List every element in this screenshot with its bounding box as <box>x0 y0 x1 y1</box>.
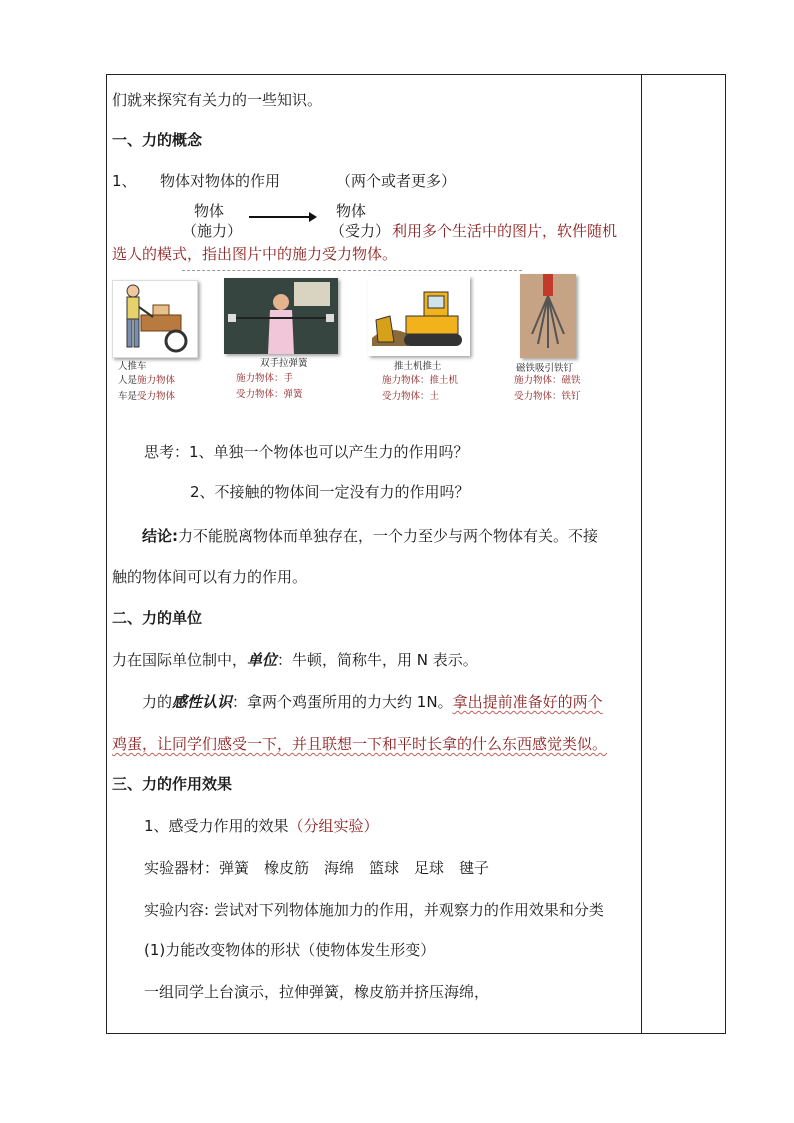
conclusion-line-1: 结论:力不能脱离物体而单独存在，一个力至少与两个物体有关。不接 <box>142 527 599 545</box>
think-question-1: 思考：1、单独一个物体也可以产生力的作用吗？ <box>144 443 469 461</box>
intro-line: 们就来探究有关力的一些知识。 <box>112 91 323 109</box>
caption-4-title: 磁铁吸引铁钉 <box>516 363 574 374</box>
caption-1-line-a: 人是施力物体 <box>118 375 176 386</box>
section-heading-effects: 三、力的作用效果 <box>112 775 233 793</box>
cart-push-image <box>112 280 198 358</box>
item-1-num: 1、 <box>112 172 137 190</box>
item-1-text: 物体对物体的作用 <box>160 172 281 190</box>
role-receiver: （受力） <box>330 222 391 240</box>
unit-line: 力在国际单位制中，单位：牛顿，简称牛，用 N 表示。 <box>112 651 478 669</box>
caption-2-title: 双手拉弹簧 <box>260 358 308 369</box>
conclusion-line-2: 触的物体间可以有力的作用。 <box>112 568 308 586</box>
section-heading-concept: 一、力的概念 <box>112 131 203 149</box>
dashed-guide <box>182 270 522 271</box>
caption-3-line-b: 受力物体：土 <box>382 391 440 402</box>
caption-2-line-a: 施力物体：手 <box>236 373 294 384</box>
bulldozer-image <box>368 276 470 356</box>
force-arrow-icon <box>249 216 315 218</box>
object-left: 物体 <box>194 202 225 220</box>
experiment-content: 实验内容: 尝试对下列物体施加力的作用，并观察力的作用效果和分类 <box>144 901 604 919</box>
activity-note-a: 利用多个生活中的图片，软件随机 <box>392 222 618 240</box>
item-1-note: （两个或者更多） <box>336 172 457 190</box>
caption-3-line-a: 施力物体：推土机 <box>382 375 459 386</box>
caption-4-line-b: 受力物体：铁钉 <box>514 391 581 402</box>
section-heading-unit: 二、力的单位 <box>112 609 203 627</box>
demo-line: 一组同学上台演示，拉伸弹簧，橡皮筋并挤压海绵， <box>144 983 490 1001</box>
caption-1-line-b: 车是受力物体 <box>118 391 176 402</box>
caption-3-title: 推土机推土 <box>394 361 442 372</box>
experiment-materials: 实验器材：弹簧 橡皮筋 海绵 篮球 足球 毽子 <box>144 859 490 877</box>
experiment-title: 1、感受力作用的效果（分组实验） <box>144 817 379 835</box>
sense-line-1: 力的感性认识：拿两个鸡蛋所用的力大约 1N。拿出提前准备好的两个 <box>142 693 603 711</box>
table-column-divider <box>641 74 642 1034</box>
sense-line-2: 鸡蛋，让同学们感受一下，并且联想一下和平时长拿的什么东西感觉类似。 <box>112 735 608 753</box>
caption-2-line-b: 受力物体：弹簧 <box>236 389 303 400</box>
role-applier: （施力） <box>182 222 243 240</box>
think-question-2: 2、不接触的物体间一定没有力的作用吗？ <box>190 483 470 501</box>
caption-4-line-a: 施力物体：磁铁 <box>514 375 581 386</box>
activity-note-b: 选人的模式，指出图片中的施力受力物体。 <box>112 245 398 263</box>
magnet-nails-image <box>520 274 576 358</box>
point-1: (1)力能改变物体的形状（使物体发生形变） <box>144 941 436 959</box>
caption-1-title: 人推车 <box>118 361 147 372</box>
object-right: 物体 <box>336 202 367 220</box>
spring-pull-image <box>224 278 338 354</box>
